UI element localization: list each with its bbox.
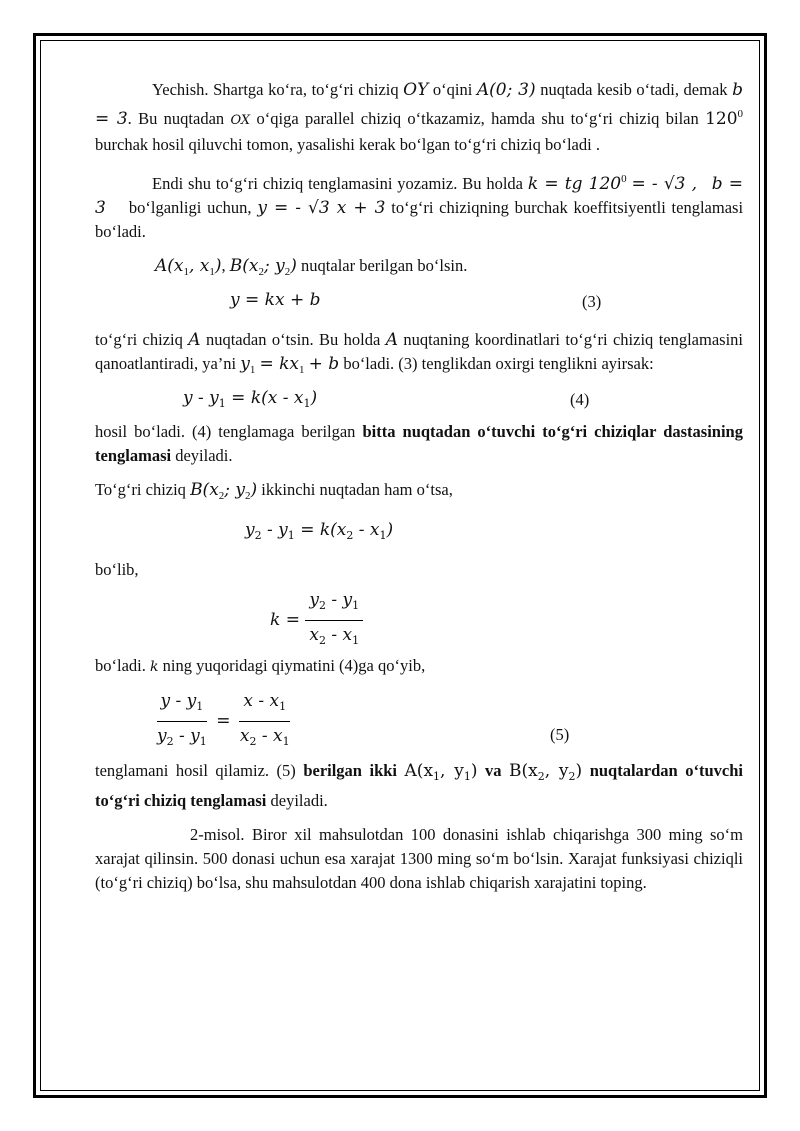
- math: x: [239, 726, 250, 746]
- math: y: [309, 590, 319, 610]
- math-ox: OX: [230, 113, 251, 128]
- math: y - y: [160, 691, 197, 711]
- paragraph-points: [95, 254, 743, 284]
- math: B(x: [509, 761, 538, 781]
- math: k =: [270, 610, 300, 630]
- text: nuqtadan o‘tsin. Bu holda: [205, 330, 381, 349]
- paragraph-solution: [95, 78, 743, 157]
- text: To‘g‘ri chiziq: [95, 480, 186, 499]
- text: bo‘ladi.: [95, 656, 146, 675]
- math: A(x: [404, 761, 434, 781]
- math-point-a: A(0; 3): [476, 80, 536, 100]
- subscript: 2: [258, 266, 265, 278]
- math: - y: [267, 520, 288, 540]
- subscript: 1: [183, 266, 189, 278]
- subscript: 1: [379, 529, 387, 542]
- subscript: 2: [568, 770, 576, 783]
- math: y - y: [183, 388, 219, 408]
- text: o‘qini: [432, 80, 473, 99]
- math-b-eq: b = 3: [95, 80, 743, 129]
- subscript: 2: [218, 490, 225, 502]
- text: . Bu nuqtadan: [127, 109, 225, 128]
- subscript: 1: [352, 634, 360, 647]
- math: - x: [331, 625, 353, 645]
- fraction-left: [153, 689, 211, 754]
- text: Yechish. Shartga ko‘ra, to‘g‘ri chiziq: [152, 80, 399, 99]
- paragraph-substitution: [95, 328, 743, 382]
- equation-k: [95, 582, 743, 647]
- math: ): [575, 761, 583, 781]
- math-point-a: [405, 761, 478, 781]
- subscript: 2: [245, 490, 251, 502]
- subscript: 1: [282, 735, 290, 748]
- math: ): [310, 388, 318, 408]
- math-formula: [270, 588, 363, 653]
- fraction: [305, 588, 363, 653]
- subscript: 1: [299, 364, 305, 376]
- math: y: [245, 520, 255, 540]
- math-degree: 0: [737, 108, 744, 120]
- equation-number: (5): [550, 725, 570, 744]
- paragraph-slope: [95, 167, 743, 244]
- subscript: 1: [463, 770, 471, 783]
- text: ning yuqoridagi qiymatini (4)ga qo‘yib,: [162, 656, 426, 675]
- math: y: [157, 726, 167, 746]
- math-k-eq: k = tg 120: [527, 174, 622, 194]
- equation-number: (4): [570, 390, 590, 409]
- paragraph-substitute-k: [95, 654, 743, 679]
- subscript: 2: [537, 770, 545, 783]
- math: = k(x - x: [231, 388, 304, 408]
- paragraph-example-2: 2-misol. Biror xil mahsulotdan 100 donasini ishlab chiqarishga 300 ming so‘m xarajat qilinsin. 500 donasi uchun esa xarajat 1300 ming so‘m bo‘lsin. Xarajat funksiyasi chiziqli (to‘g‘ri chiziq) bo‘lsa, shu mahsulotdan 400 dona ishlab chiqarish xarajatini toping.: [95, 825, 743, 892]
- math: ; y: [224, 480, 246, 500]
- math-point-b: B(x: [229, 256, 259, 276]
- math-line-eq: y = - √3 x + 3: [257, 198, 386, 218]
- math: x: [309, 625, 319, 645]
- math-point-a: A(x: [155, 256, 184, 276]
- math-point-b: [509, 761, 582, 781]
- subscript: 1: [196, 700, 204, 713]
- equation-5: [95, 679, 743, 759]
- bold-definition: nuqtalardan o‘tuvchi to‘g‘ri chiziq tenglamasi: [95, 761, 744, 810]
- math: + b: [308, 354, 340, 374]
- text: nuqtaning koordinatlari to‘g‘ri chiziq tenglamasini qanoatlantiradi, ya’ni: [95, 330, 744, 373]
- math-degree: 0: [621, 173, 627, 185]
- math-a: A: [385, 330, 398, 350]
- subscript: 1: [433, 770, 441, 783]
- subscript: 2: [249, 735, 257, 748]
- math-formula: [245, 518, 393, 548]
- math-a: A: [188, 330, 201, 350]
- paragraph-definition-1: [95, 420, 743, 468]
- math: , y: [544, 761, 569, 781]
- bold-text: va: [485, 761, 502, 780]
- text: Endi shu to‘g‘ri chiziq tenglamasini yozamiz. Bu holda: [152, 174, 524, 193]
- paragraph-definition-2: [95, 759, 743, 813]
- text: bo‘ladi. (3) tenglikdan oxirgi tenglikni ayirsak:: [343, 354, 654, 373]
- equation-3: [95, 284, 743, 318]
- subscript: 1: [199, 735, 207, 748]
- math: ): [214, 256, 222, 276]
- text: deyiladi.: [270, 791, 328, 810]
- text: ikkinchi nuqtadan ham o‘tsa,: [261, 480, 453, 499]
- math: ): [386, 520, 394, 540]
- subscript: 1: [218, 397, 226, 410]
- math-k: k: [150, 659, 159, 675]
- math-formula: [183, 386, 317, 416]
- paragraph-second-point: [95, 478, 743, 508]
- math-oy: OY: [403, 80, 429, 100]
- math: ; y: [264, 256, 285, 276]
- text: bo‘lganligi uchun,: [128, 198, 252, 217]
- equation-4: [95, 382, 743, 420]
- subscript: 1: [209, 266, 215, 278]
- math: - y: [331, 590, 353, 610]
- subscript: 2: [346, 529, 354, 542]
- text: nuqtalar berilgan bo‘lsin.: [301, 256, 468, 275]
- math-b-eq: b = 3: [95, 174, 744, 218]
- subscript: 2: [318, 634, 326, 647]
- subscript: 2: [318, 599, 326, 612]
- text: burchak hosil qiluvchi tomon, yasalishi kerak bo‘lgan to‘g‘ri chiziq bo‘ladi .: [95, 135, 600, 154]
- text: hosil bo‘ladi. (4) tenglamaga berilgan: [95, 422, 356, 441]
- bold-definition: bitta nuqtadan o‘tuvchi to‘g‘ri chiziqlar dastasining tenglamasi: [95, 422, 743, 465]
- math: ): [250, 480, 258, 500]
- subscript: 1: [303, 397, 311, 410]
- math: x - x: [243, 691, 280, 711]
- bold-text: berilgan ikki: [303, 761, 398, 780]
- text: o‘qiga parallel chiziq o‘tkazamiz, hamda shu to‘g‘ri chiziq bilan: [256, 109, 699, 128]
- text: to‘g‘ri chiziqning burchak koeffitsiyentli tenglamasi bo‘ladi.: [95, 198, 744, 241]
- math: , y: [440, 761, 464, 781]
- subscript: 2: [166, 735, 174, 748]
- math-formula: [153, 689, 294, 754]
- math: =: [216, 711, 231, 731]
- document-body: [95, 78, 743, 895]
- math: = k(x: [300, 520, 347, 540]
- subscript: 2: [254, 529, 262, 542]
- math-k-value: = - √3 ,: [631, 174, 698, 194]
- math: = kx: [259, 354, 300, 374]
- math-point-b: B(x: [190, 480, 219, 500]
- math: , x: [189, 256, 210, 276]
- subscript: 2: [284, 266, 291, 278]
- subscript: 1: [279, 700, 287, 713]
- paragraph-bolib: bo‘lib,: [95, 560, 139, 579]
- math: - x: [261, 726, 283, 746]
- text: nuqtada kesib o‘tadi, demak: [540, 80, 728, 99]
- math: - y: [179, 726, 200, 746]
- text: ,: [221, 256, 226, 275]
- text: tenglamani hosil qilamiz. (5): [95, 761, 296, 780]
- math: ): [290, 256, 297, 276]
- subscript: 1: [287, 529, 295, 542]
- math-angle: 120: [705, 109, 738, 129]
- equation-second-point: [95, 508, 743, 548]
- math: y: [240, 354, 250, 374]
- subscript: 1: [352, 599, 360, 612]
- text: deyiladi.: [175, 446, 233, 465]
- math-formula: y = kx + b: [230, 290, 321, 310]
- subscript: 1: [249, 364, 256, 376]
- math: - x: [358, 520, 380, 540]
- text: to‘g‘ri chiziq: [95, 330, 183, 349]
- math: ): [470, 761, 478, 781]
- equation-number: (3): [582, 292, 602, 311]
- fraction-right: [236, 689, 294, 754]
